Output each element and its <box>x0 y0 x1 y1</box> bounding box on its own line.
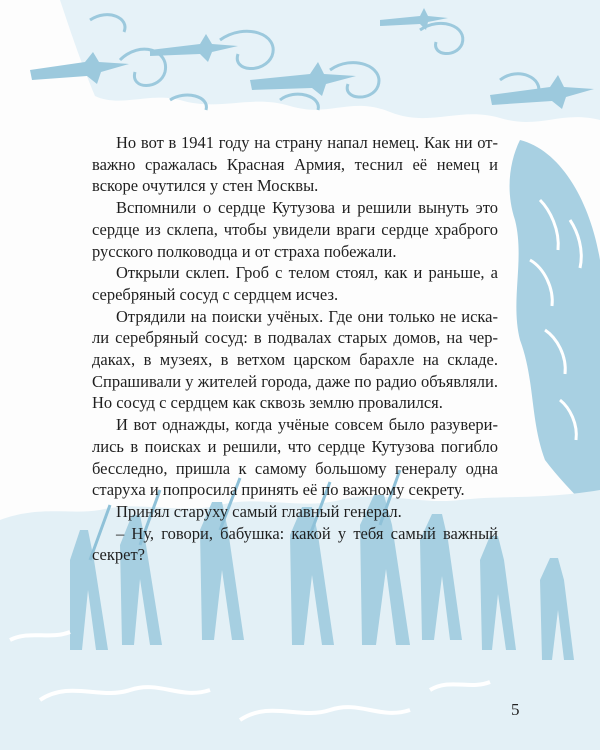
paragraph: И вот однажды, когда учёные совсем было разуверились в поисках и решили, что сердце Кутузова погибло бесследно, пришла к самому большому генералу одна старуха и попросила принять её по важному секрету. <box>92 415 498 500</box>
paragraph: Принял старуху самый главный генерал. <box>116 501 402 521</box>
story-text <box>92 132 498 566</box>
crowd-right <box>510 140 600 520</box>
paragraph: Вспомнили о сердце Кутузова и решили вынуть это сердце из склепа, чтобы увидели враги сердце храброго русского полководца и от страха побежали. <box>92 198 498 261</box>
page-number: 5 <box>511 700 520 719</box>
sky-clouds <box>60 0 600 122</box>
paragraph: Отрядили на поиски учёных. Где они только не искали серебряный сосуд: в подвалах старых домов, на чердаках, в музеях, в ветхом царском барахле на складе. Спрашивали у жителей города, даже по радио объявляли. Но сосуд с сердцем как сквозь землю провалился. <box>92 306 498 413</box>
paragraph: Но вот в 1941 году на страну напал немец. Как ни отважно сражалась Красная Армия, теснил её немец и вскоре очутился у стен Москвы. <box>92 133 498 196</box>
paragraph: – Ну, говори, бабушка: какой у тебя самый важный секрет? <box>92 523 498 565</box>
paragraph: Открыли склеп. Гроб с телом стоял, как и раньше, а серебряный сосуд с сердцем исчез. <box>92 263 498 304</box>
